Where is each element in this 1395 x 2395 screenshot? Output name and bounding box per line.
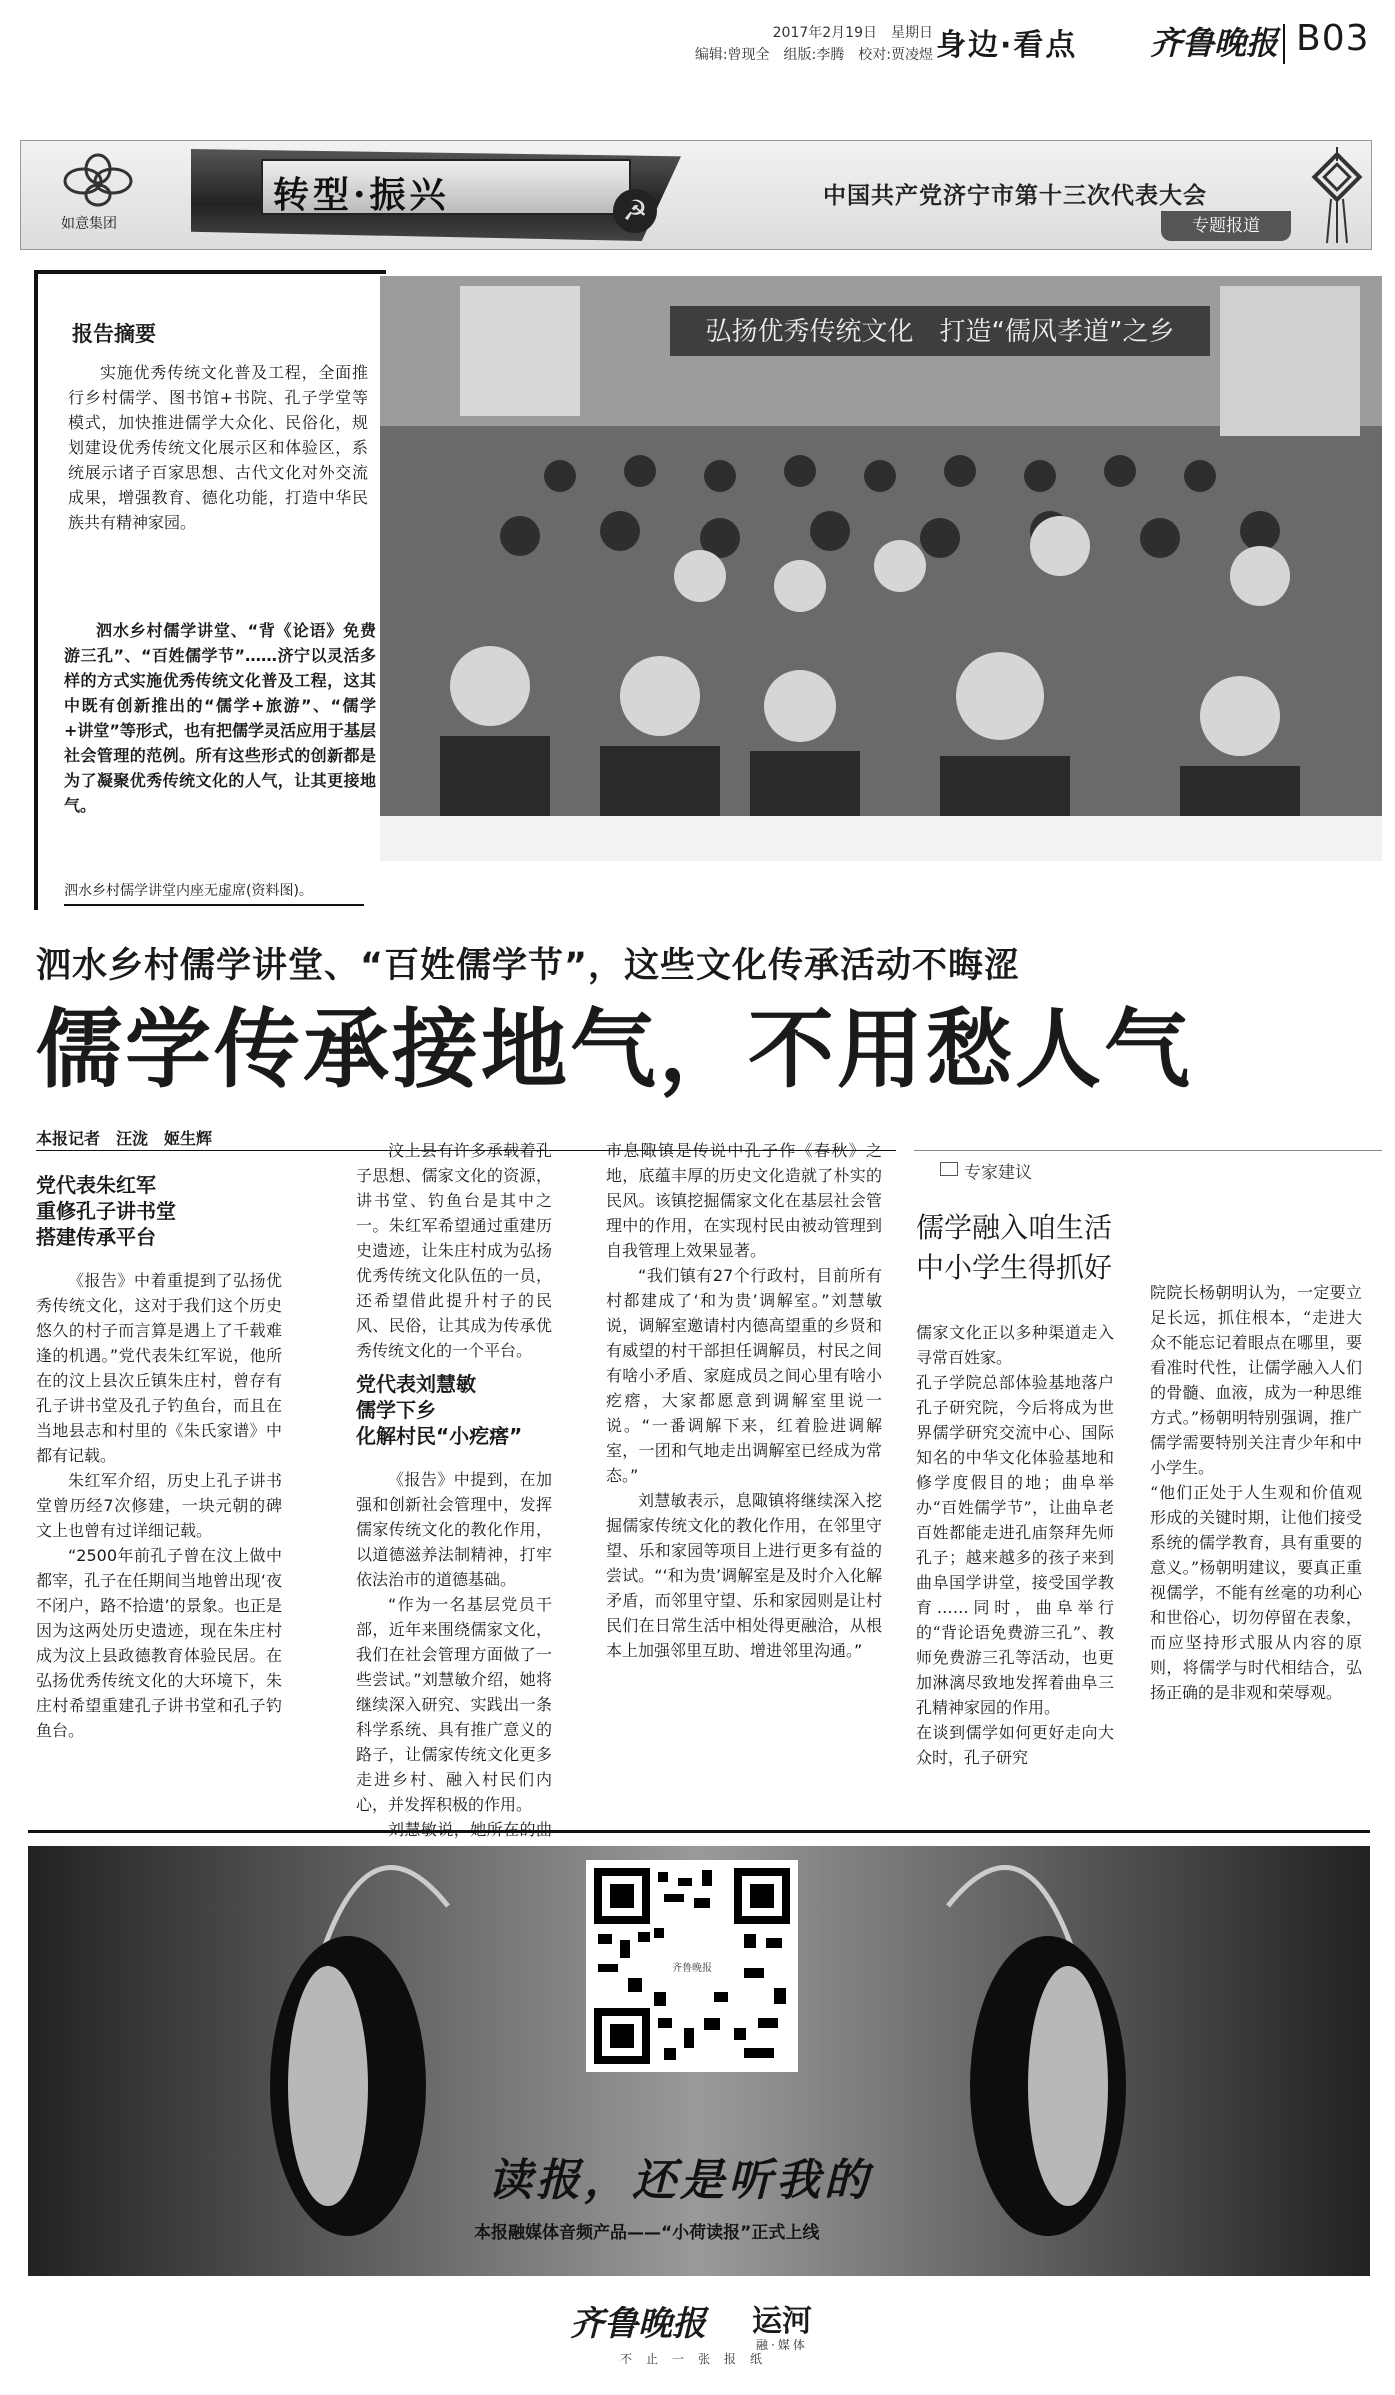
congress-title: 中国共产党济宁市第十三次代表大会 [823, 183, 1207, 209]
qr-center-logo: 齐鲁晚报 [672, 1963, 712, 1974]
summary-text: 实施优秀传统文化普及工程，全面推行乡村儒学、图书馆+书院、孔子学堂等模式，加快推进儒学大众化、民俗化，规划建设优秀传统文化展示区和体验区，系统展示诸子百家思想、古代文化对外交流成果，增强教育、德化功能，打造中华民族共有精神家园。 [68, 363, 368, 532]
expert-label-icon [940, 1162, 958, 1176]
article-column-2 [356, 1138, 552, 1867]
party-emblem-icon: ☭ [613, 189, 657, 233]
footer-tagline: 不止一张报纸 [620, 2352, 777, 2366]
photo-banner-text: 弘扬优秀传统文化 打造“儒风孝道”之乡 [705, 317, 1175, 347]
article-column-3 [606, 1138, 882, 1663]
paragraph: “作为一名基层党员干部，近年来围绕儒家文化，我们在社会管理方面做了一些尝试。”刘慧敏介绍，她将继续深入研究、实践出一条科学系统、具有推广意义的路子，让儒家传统文化更多走进乡村、融入村民们内心，并发挥积极的作用。 [356, 1595, 552, 1814]
byline: 本报记者 汪泷 姬生辉 [36, 1129, 213, 1148]
article-title: 儒学传承接地气，不用愁人气 [36, 1000, 1193, 1100]
qr-code[interactable] [586, 1860, 798, 2072]
expert-title: 儒学融入咱生活 中小学生得抓好 [916, 1211, 1113, 1284]
banner-slogan: 转型·振兴 [273, 174, 450, 216]
expert-column-1: 儒家文化正以多种渠道走入寻常百姓家。 孔子学院总部体验基地落户孔子研究院，今后将成为世界儒学研究交流中心、国际知名的中华文化体验基地和修学度假目的地；曲阜举办“百姓儒学节”，让曲阜老百姓都能走进孔庙祭拜先师孔子；越来越多的孩子来到曲阜国学讲堂，接受国学教育……同时，曲阜举行的“背论语免费游三孔”、教师免费游三孔等活动，也更加淋漓尽致地发挥着曲阜三孔精神家园的作用。 在谈到儒学如何更好走向大众时，孔子研究 [916, 1323, 1114, 1767]
lecture-hall-photo [380, 276, 1382, 861]
article-subtitle: 泗水乡村儒学讲堂、“百姓儒学节”，这些文化传承活动不晦涩 [36, 946, 1021, 986]
qr-pattern-icon [594, 1868, 790, 2064]
expert-label: 专家建议 [964, 1163, 1032, 1183]
special-report-tag: 专题报道 [1161, 211, 1291, 241]
paragraph: “我们镇有27个行政村，目前所有村都建成了‘和为贵’调解室。”刘慧敏说，调解室邀请村内德高望重的乡贤和有威望的村干部担任调解员，村民之间有啥小矛盾、家庭成员之间心里有啥小疙瘩，大家都愿意到调解室里说一说。“一番调解下来，红着脸进调解室，一团和气地走出调解室已经成为常态。” [606, 1266, 882, 1485]
header-divider [1283, 24, 1285, 64]
paragraph: 《报告》中着重提到了弘扬优秀传统文化，这对于我们这个历史悠久的村子而言算是遇上了千载难逢的机遇。”党代表朱红军说，他所在的汶上县次丘镇朱庄村，曾存有孔子讲书堂及孔子钓鱼台，而且在当地县志和村里的《朱氏家谱》中都有记载。 [36, 1271, 282, 1465]
photo-caption: 泗水乡村儒学讲堂、“背《论语》免费游三孔”、“百姓儒学节”……济宁以灵活多样的方式实施优秀传统文化普及工程，这其中既有创新推出的“儒学+旅游”、“儒学+讲堂”等形式，也有把儒学灵活应用于基层社会管理的范例。所有这些形式的创新都是为了凝聚优秀传统文化的人气，让其更接地气。 [64, 621, 376, 815]
editor-line: 编辑:曾现全 组版:李腾 校对:贾凌煜 [694, 47, 933, 63]
footer-paper-logo: 齐鲁晚报 [570, 2304, 706, 2344]
section-heading-zhu: 党代表朱红军 重修孔子讲书堂 搭建传承平台 [36, 1173, 176, 1249]
footer-partner-sub: 融·媒体 [756, 2338, 808, 2352]
page-number: B03 [1296, 18, 1370, 59]
header-meta [613, 22, 933, 66]
summary-title: 报告摘要 [72, 322, 156, 346]
section-heading-liu: 党代表刘慧敏 儒学下乡 化解村民“小疙瘩” [356, 1372, 523, 1448]
paragraph: 市息陬镇是传说中孔子作《春秋》之地，底蕴丰厚的历史文化造就了朴实的民风。该镇挖掘儒家文化在基层社会管理中的作用，在实现村民由被动管理到自我管理上效果显著。 [606, 1141, 882, 1260]
audience-illustration [380, 276, 1382, 861]
company-name: 如意集团 [61, 216, 117, 232]
paper-logo: 齐鲁晚报 [1150, 24, 1279, 62]
ad-caption: 本报融媒体音频产品——“小荷读报”正式上线 [474, 2223, 820, 2243]
congress-banner [20, 140, 1372, 250]
paragraph: 朱红军介绍，历史上孔子讲书堂曾历经7次修建，一块元朝的碑文上也曾有过详细记载。 [36, 1471, 282, 1540]
photo-credit: 泗水乡村儒学讲堂内座无虚席(资料图)。 [64, 883, 313, 899]
paragraph: 刘慧敏表示，息陬镇将继续深入挖掘儒家传统文化的教化作用，在邻里守望、乐和家园等项目上进行更多有益的尝试。“‘和为贵’调解室是及时介入化解矛盾，而邻里守望、乐和家园则是让村民们在日常生活中相处得更融洽，从根本上加强邻里互助、增进邻里沟通。” [606, 1491, 882, 1660]
date-line: 2017年2月19日 星期日 [772, 25, 933, 41]
ad-top-rule [28, 1830, 1370, 1833]
paragraph: “2500年前孔子曾在汶上做中都宰，孔子在任期间当地曾出现‘夜不闭户，路不拾遗’的景象。也正是因为这两处历史遗迹，现在朱庄村成为汶上县政德教育体验民居。在弘扬优秀传统文化的大环境下，朱庄村希望重建孔子讲书堂和孔子钓鱼台。 [36, 1546, 282, 1740]
caption-rule [64, 904, 364, 906]
section-name: 身边·看点 [936, 28, 1078, 63]
paragraph: 汶上县有许多承载着孔子思想、儒家文化的资源，讲书堂、钓鱼台是其中之一。朱红军希望通过重建历史遗迹，让朱庄村成为弘扬优秀传统文化队伍的一员，还希望借此提升村子的民风、民俗，让其成为传承优秀传统文化的一个平台。 [356, 1141, 552, 1360]
article-column-1 [36, 1168, 282, 1743]
expert-column-2: 院院长杨朝明认为，一定要立足长远，抓住根本，“走进大众不能忘记着眼点在哪里，要看准时代性，让儒学融入人们的骨髓、血液，成为一种思维方式。”杨朝明特别强调，推广儒学需要特别关注青少年和中小学生。 “他们正处于人生观和价值观形成的关键时期，让他们接受系统的儒学教育，具有重要的意义。”杨朝明建议，要真正重视儒学，不能有丝毫的功利心和世俗心，切勿停留在表象，而应坚持形式服从内容的原则，将儒学与时代相结合，弘扬正确的是非观和荣辱观。 [1150, 1283, 1362, 1702]
ad-slogan: 读报，还是听我的 [488, 2155, 872, 2206]
chinese-knot-icon [1309, 147, 1365, 245]
expert-rule [914, 1150, 1382, 1151]
footer-partner-logo: 运河 [752, 2304, 812, 2339]
paragraph: 《报告》中提到，在加强和创新社会管理中，发挥儒家传统文化的教化作用，以道德滋养法制精神，打牢依法治市的道德基础。 [356, 1470, 552, 1589]
